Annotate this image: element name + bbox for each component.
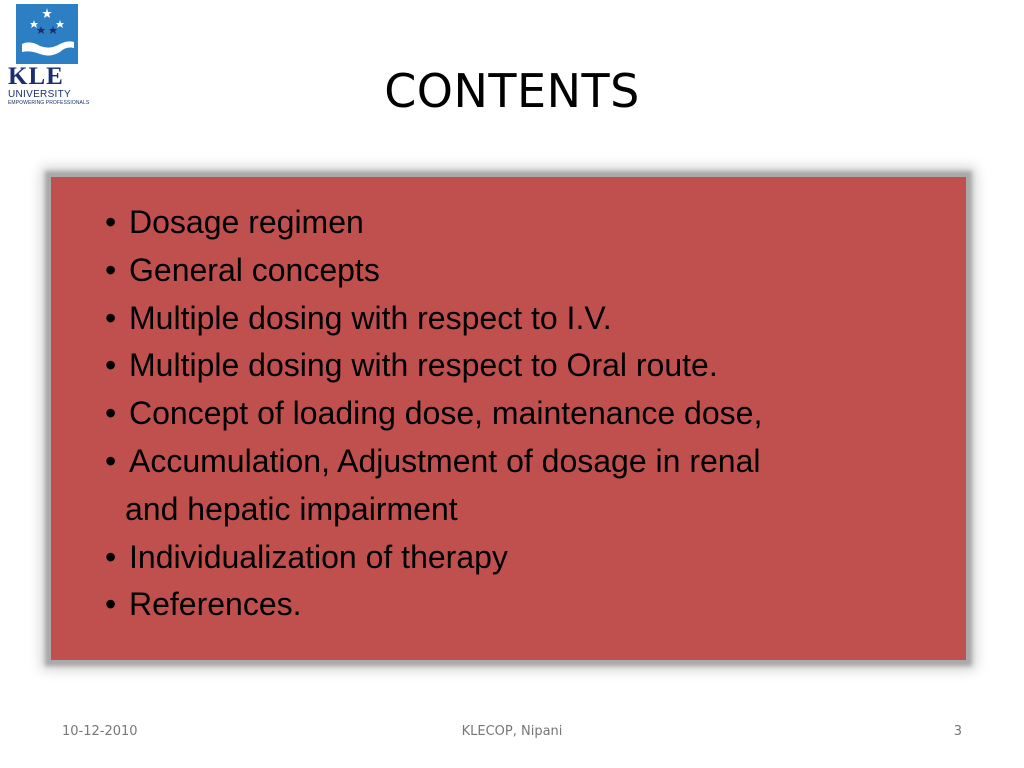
contents-list [105,199,762,629]
list-item-text: Accumulation, Adjustment of dosage in renal [129,442,761,479]
list-item: • Dosage regimen [105,199,762,247]
logo-tagline: EMPOWERING PROFESSIONALS [8,100,90,106]
hand-with-stars-icon [16,4,78,64]
logo-name: KLE [8,63,64,90]
footer-date: 10-12-2010 [62,724,138,739]
logo-subtitle: UNIVERSITY [8,89,72,100]
list-item: • Individualization of therapy [105,534,762,582]
contents-box [51,177,966,660]
list-item: • Multiple dosing with respect to I.V. [105,295,762,343]
footer-text: KLECOP, Nipani [461,724,563,739]
list-item-continuation: and hepatic impairment [125,490,458,527]
list-item: • General concepts [105,247,762,295]
page-title: CONTENTS [384,64,640,118]
list-item: • References. [105,581,762,629]
page-number: 3 [953,724,962,739]
list-item: • Concept of loading dose, maintenance dose, [105,390,762,438]
list-item [105,438,762,534]
list-item: • Multiple dosing with respect to Oral route. [105,342,762,390]
